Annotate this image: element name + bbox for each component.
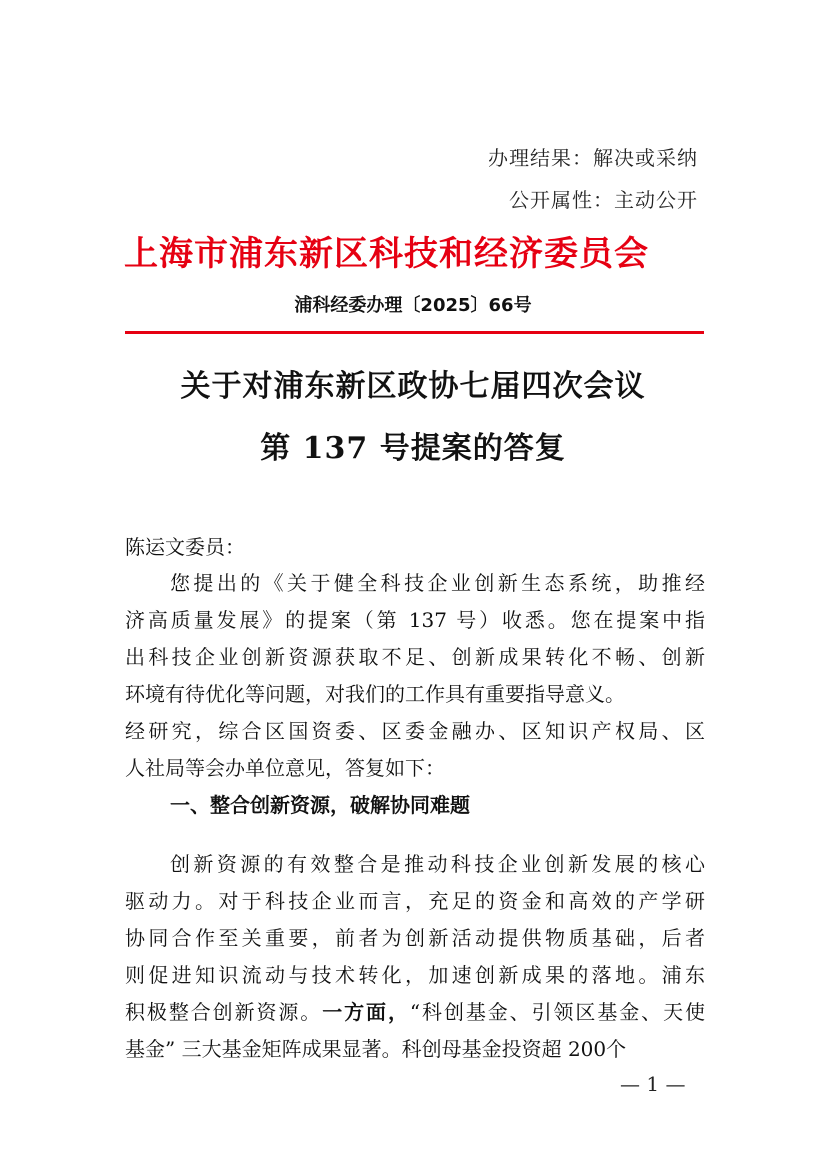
paragraph-1-line: 经研究，综合区国资委、区委金融办、区知识产权局、区 [125,719,705,743]
paragraph-2-line: 基金” 三大基金矩阵成果显著。科创母基金投资超 200个 [125,1037,627,1061]
handling-result-label: 办理结果：解决或采纳 [488,146,698,170]
paragraph-1-line: 出科技企业创新资源获取不足、创新成果转化不畅、创新 [125,645,705,669]
paragraph-1-line: 环境有待优化等问题，对我们的工作具有重要指导意义。 [125,682,625,706]
paragraph-1-line: 您提出的《关于健全科技企业创新生态系统，助推经 [170,571,705,595]
paragraph-2-line: 协同合作至关重要，前者为创新活动提供物质基础，后者 [125,926,705,950]
page-number: — 1 — [620,1072,686,1096]
disclosure-attribute-label: 公开属性：主动公开 [509,188,698,212]
paragraph-1-line: 济高质量发展》的提案（第 137 号）收悉。您在提案中指 [125,608,705,632]
paragraph-2-line: 则促进知识流动与技术转化，加速创新成果的落地。浦东 [125,963,705,987]
section-1-heading: 一、整合创新资源，破解协同难题 [170,793,470,817]
paragraph-2-line-start: 积极整合创新资源。 [125,1000,323,1024]
paragraph-2-line-end: “科创基金、引领区基金、天使 [409,1000,705,1024]
paragraph-1-line: 人社局等会办单位意见，答复如下： [125,756,445,780]
emphasis-on-one-hand: 一方面， [322,1000,410,1024]
salutation: 陈运文委员： [125,535,245,559]
document-title-line-1: 关于对浦东新区政协七届四次会议 [180,369,646,404]
document-title-line-2: 第 137 号提案的答复 [260,431,566,466]
issuing-organization-name: 上海市浦东新区科技和经济委员会 [124,234,649,274]
red-header-rule [125,331,704,334]
document-number: 浦科经委办理〔2025〕66号 [294,295,532,316]
paragraph-2-line: 驱动力。对于科技企业而言，充足的资金和高效的产学研 [125,889,705,913]
paragraph-2-line: 创新资源的有效整合是推动科技企业创新发展的核心 [170,852,705,876]
